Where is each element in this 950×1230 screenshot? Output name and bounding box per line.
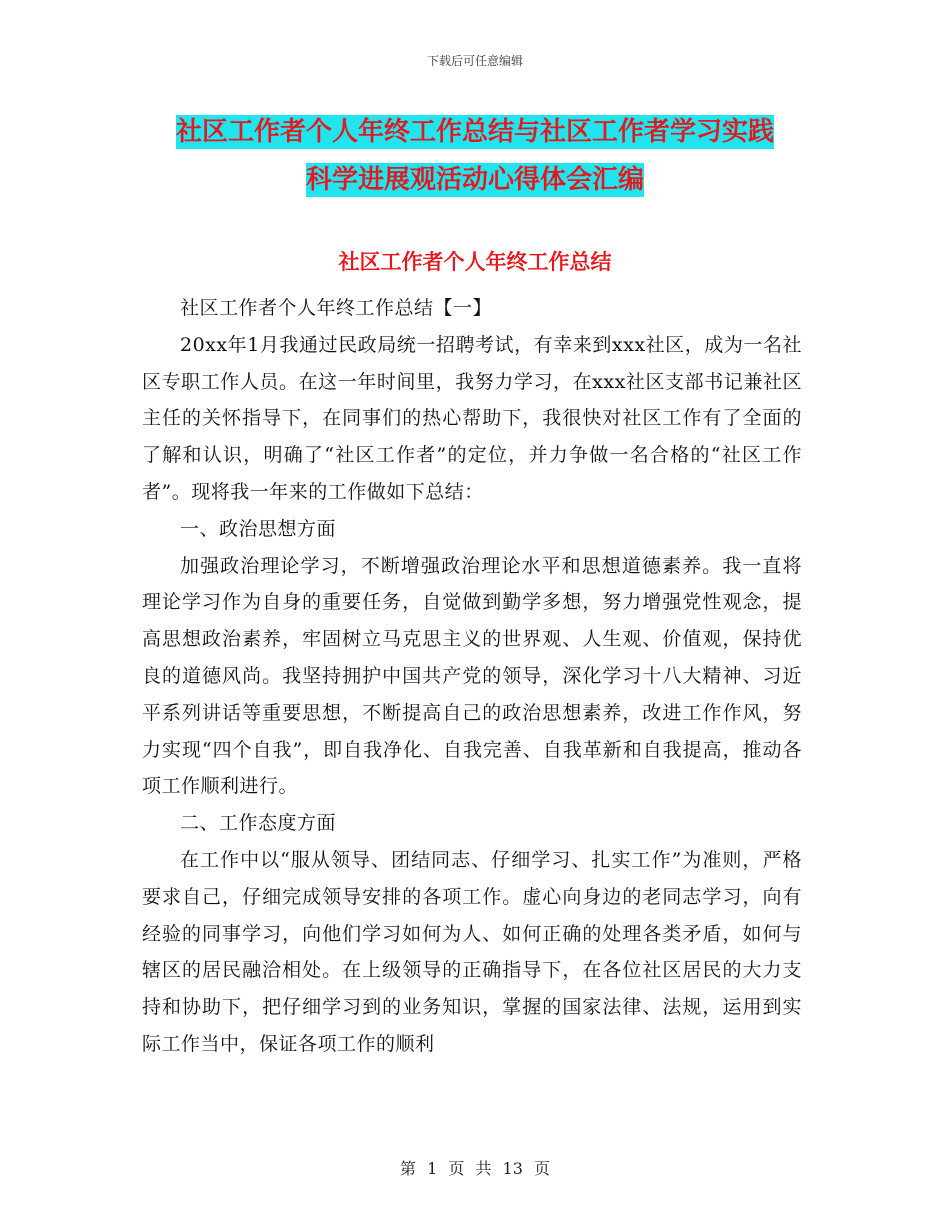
heading-attitude: 二、工作态度方面 <box>180 812 337 835</box>
paragraph-subtitle: 社区工作者个人年终工作总结【一】 <box>180 297 493 319</box>
page-header-note: 下载后可任意编辑 <box>426 54 523 68</box>
paragraph-intro: 20xx年1月我通过民政局统一招聘考试，有幸来到xxx社区，成为一名社区专职工作人员。在这一年时间里，我努力学习，在xxx社区支部书记兼社区主任的关怀指导下，在同事们的热心帮助下，我很快对社区工作有了全面的了解和认识，明确了“社区工作者”的定位，并力争做一名合格的“社区工作者”。现将我一年来的工作做如下总结： <box>142 333 802 503</box>
paragraph-political: 加强政治理论学习，不断增强政治理论水平和思想道德素养。我一直将理论学习作为自身的重要任务，自觉做到勤学多想，努力增强党性观念，提高思想政治素养，牢固树立马克思主义的世界观、人生观、价值观，保持优良的道德风尚。我坚持拥护中国共产党的领导，深化学习十八大精神、习近平系列讲话等重要思想，不断提高自己的政治思想素养，改进工作作风，努力实现“四个自我”，即自我净化、自我完善、自我革新和自我提高，推动各项工作顺利进行。 <box>142 554 802 798</box>
document-title-line-2: 科学进展观活动心得体会汇编 <box>305 165 644 195</box>
heading-political: 一、政治思想方面 <box>180 517 337 540</box>
section-title: 社区工作者个人年终工作总结 <box>338 250 612 274</box>
document-title-line-1: 社区工作者个人年终工作总结与社区工作者学习实践 <box>175 117 774 147</box>
page-number-footer: 第 1 页 共 13 页 <box>400 1159 550 1178</box>
paragraph-attitude: 在工作中以“服从领导、团结同志、仔细学习、扎实工作”为准则，严格要求自己，仔细完成领导安排的各项工作。虚心向身边的老同志学习，向有经验的同事学习，向他们学习如何为人、如何正确的处理各类矛盾，如何与辖区的居民融洽相处。在上级领导的正确指导下，在各位社区居民的大力支持和协助下，把仔细学习到的业务知识，掌握的国家法律、法规，运用到实际工作当中，保证各项工作的顺利 <box>142 848 802 1055</box>
document-body <box>142 290 802 1063</box>
document-title <box>140 108 810 204</box>
